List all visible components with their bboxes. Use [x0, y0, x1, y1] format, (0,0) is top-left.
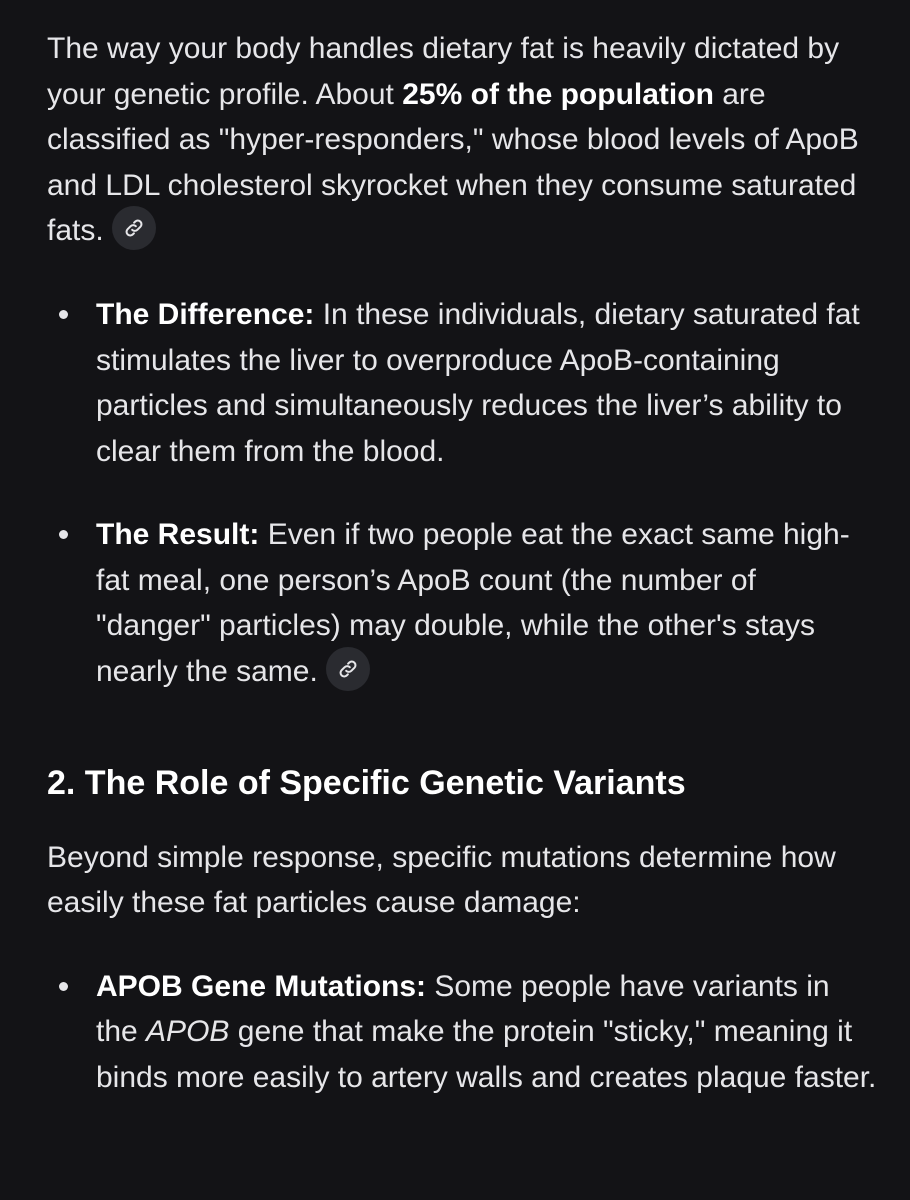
source-link-button[interactable]: [326, 647, 370, 691]
bullet-body: In these individuals, dietary saturated fat stimulates the liver to overproduce ApoB-containing particles and simultaneously reduces the liver’s ability to clear them from the blood.: [96, 298, 860, 468]
bullet-body-before: Some people have variants in the: [96, 969, 830, 1049]
section-intro-paragraph: Beyond simple response, specific mutations determine how easily these fat particles cause damage:: [47, 840, 836, 920]
bullet-list-hyper-responders: [47, 292, 877, 695]
bullet-text: [96, 298, 860, 468]
bullet-label: The Difference:: [96, 298, 315, 332]
section-heading: 2. The Role of Specific Genetic Variants: [47, 763, 686, 802]
bullet-text: [96, 518, 850, 688]
link-icon: [337, 658, 359, 680]
intro-bold-stat: 25% of the population: [402, 77, 714, 111]
bullet-dot: [59, 310, 68, 319]
bullet-dot: [59, 982, 68, 991]
link-icon: [123, 217, 145, 239]
bullet-list-variants: [47, 964, 877, 1101]
source-link-button[interactable]: [112, 206, 156, 250]
bullet-dot: [59, 530, 68, 539]
bullet-label: The Result:: [96, 518, 260, 552]
intro-paragraph: [47, 26, 877, 254]
list-item: [47, 512, 877, 695]
bullet-label: APOB Gene Mutations:: [96, 969, 427, 1003]
bullet-body-after: gene that make the protein "sticky," meaning it binds more easily to artery walls and creates plaque faster.: [96, 1015, 877, 1094]
bullet-text: [96, 970, 876, 1094]
response-content: [47, 26, 877, 1138]
gene-name: APOB: [146, 1015, 230, 1049]
intro-text-after: are classified as "hyper-responders," whose blood levels of ApoB and LDL cholesterol skyrocket when they consume saturated fats.: [47, 77, 859, 247]
intro-text-before: The way your body handles dietary fat is heavily dictated by your genetic profile. About: [47, 32, 840, 111]
list-item: [47, 292, 877, 474]
bullet-body: Even if two people eat the exact same high-fat meal, one person’s ApoB count (the number of "danger" particles) may double, while the other's stays nearly the same.: [96, 518, 850, 688]
list-item: [47, 964, 877, 1101]
